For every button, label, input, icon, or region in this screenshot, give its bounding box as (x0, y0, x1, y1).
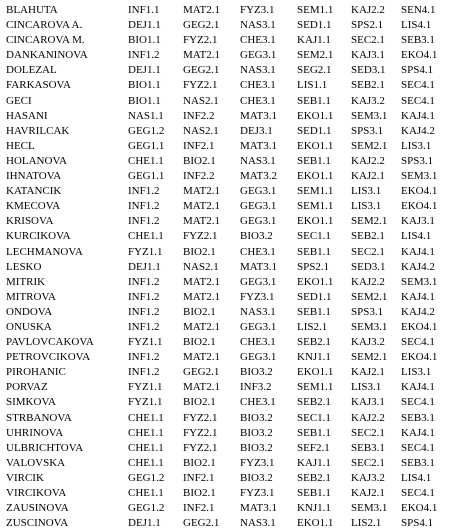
course-3-cell: NAS3.1 (240, 19, 276, 32)
course-2-cell: FYZ2.1 (183, 34, 218, 47)
course-1-cell: CHE1.1 (128, 441, 164, 454)
course-2-cell: MAT2.1 (183, 185, 220, 198)
course-2-cell: NAS2.1 (183, 260, 219, 273)
course-4-cell: SEC1.1 (297, 411, 331, 424)
course-6-cell: EKO4.1 (401, 351, 438, 364)
course-2-cell: BIO2.1 (183, 305, 216, 318)
student-name-cell: PIROHANIC (6, 366, 66, 379)
table-row (0, 426, 452, 441)
course-3-cell: BIO3.2 (240, 471, 273, 484)
table-row (0, 305, 452, 320)
course-2-cell: BIO2.1 (183, 336, 216, 349)
course-2-cell: MAT2.1 (183, 381, 220, 394)
student-name-cell: MITROVA (6, 290, 56, 303)
course-3-cell: GEG3.1 (240, 351, 277, 364)
course-5-cell: KAJ3.1 (351, 49, 385, 62)
course-1-cell: DEJ1.1 (128, 517, 161, 530)
course-3-cell: CHE3.1 (240, 245, 276, 258)
course-4-cell: SEG2.1 (297, 64, 332, 77)
course-6-cell: KAJ3.1 (401, 215, 435, 228)
course-4-cell: KAJ1.1 (297, 456, 331, 469)
course-5-cell: KAJ2.1 (351, 170, 385, 183)
course-4-cell: KNJ1.1 (297, 351, 331, 364)
table-row (0, 154, 452, 169)
course-3-cell: GEG3.1 (240, 200, 277, 213)
course-4-cell: SEB1.1 (297, 245, 331, 258)
course-1-cell: BIO1.1 (128, 34, 161, 47)
course-3-cell: MAT3.1 (240, 109, 277, 122)
course-3-cell: GEG3.1 (240, 215, 277, 228)
course-1-cell: DEJ1.1 (128, 19, 161, 32)
table-row (0, 109, 452, 124)
table-row (0, 48, 452, 63)
table-row (0, 139, 452, 154)
course-6-cell: EKO4.1 (401, 502, 438, 515)
course-2-cell: BIO2.1 (183, 487, 216, 499)
course-3-cell: NAS3.1 (240, 305, 276, 318)
course-3-cell: GEG3.1 (240, 320, 277, 333)
course-5-cell: SED3.1 (351, 64, 386, 77)
course-3-cell: FYZ3.1 (240, 4, 275, 16)
student-name-cell: HECL (6, 139, 35, 152)
table-row (0, 33, 452, 48)
course-6-cell: SEM3.1 (401, 170, 438, 183)
course-6-cell: EKO4.1 (401, 185, 438, 198)
course-5-cell: SED3.1 (351, 260, 386, 273)
course-2-cell: FYZ2.1 (183, 441, 218, 454)
course-6-cell: KAJ4.1 (401, 290, 435, 303)
course-3-cell: CHE3.1 (240, 79, 276, 92)
course-6-cell: SPS4.1 (401, 517, 434, 530)
course-4-cell: SEM1.1 (297, 185, 334, 198)
student-name-cell: PETROVCIKOVA (6, 351, 91, 364)
student-name-cell: HAVRILCAK (6, 124, 70, 137)
course-5-cell: SPS3.1 (351, 305, 384, 318)
course-1-cell: INF1.2 (128, 305, 160, 318)
course-6-cell: KAJ4.1 (401, 245, 435, 258)
course-6-cell: SEM3.1 (401, 275, 438, 288)
course-6-cell: EKO4.1 (401, 200, 438, 213)
course-4-cell: EKO1.1 (297, 109, 334, 122)
course-4-cell: SEM2.1 (297, 49, 334, 62)
course-4-cell: SEB2.1 (297, 396, 331, 409)
course-2-cell: BIO2.1 (183, 456, 216, 469)
course-4-cell: SEC1.1 (297, 230, 331, 243)
table-row (0, 486, 452, 501)
course-3-cell: BIO3.2 (240, 230, 273, 243)
course-2-cell: FYZ2.1 (183, 426, 218, 439)
course-4-cell: SEM1.1 (297, 200, 334, 213)
table-row (0, 260, 452, 275)
course-2-cell: MAT2.1 (183, 215, 220, 228)
course-6-cell: SEC4.1 (401, 79, 435, 92)
course-3-cell: BIO3.2 (240, 441, 273, 454)
course-4-cell: SEB1.1 (297, 94, 331, 107)
course-1-cell: GEG1.1 (128, 170, 165, 183)
course-2-cell: BIO2.1 (183, 396, 216, 409)
course-5-cell: KAJ2.1 (351, 366, 385, 379)
course-5-cell: KAJ2.2 (351, 411, 385, 424)
course-3-cell: INF3.2 (240, 381, 272, 394)
course-4-cell: SPS2.1 (297, 260, 330, 273)
table-row (0, 456, 452, 471)
course-2-cell: MAT2.1 (183, 275, 220, 288)
student-name-cell: ZAUSINOVA (6, 502, 69, 515)
course-6-cell: KAJ4.1 (401, 426, 435, 439)
course-5-cell: SEM3.1 (351, 320, 388, 333)
course-1-cell: INF1.1 (128, 4, 160, 16)
table-row (0, 275, 452, 290)
course-5-cell: SEB3.1 (351, 441, 385, 454)
course-5-cell: KAJ2.2 (351, 154, 385, 167)
course-3-cell: NAS3.1 (240, 64, 276, 77)
table-row (0, 441, 452, 456)
student-name-cell: SIMKOVA (6, 396, 56, 409)
student-name-cell: GECI (6, 94, 32, 107)
course-2-cell: MAT2.1 (183, 351, 220, 364)
course-5-cell: LIS2.1 (351, 517, 382, 530)
course-4-cell: EKO1.1 (297, 215, 334, 228)
table-row (0, 3, 452, 18)
course-4-cell: SEB1.1 (297, 154, 331, 167)
student-name-cell: PAVLOVCAKOVA (6, 336, 94, 349)
course-6-cell: LIS3.1 (401, 139, 432, 152)
course-1-cell: BIO1.1 (128, 94, 161, 107)
student-name-cell: ONUSKA (6, 320, 52, 333)
student-name-cell: DOLEZAL (6, 64, 57, 77)
course-1-cell: GEG1.2 (128, 124, 165, 137)
table-row (0, 501, 452, 516)
student-name-cell: KRISOVA (6, 215, 54, 228)
course-1-cell: INF1.2 (128, 290, 160, 303)
course-4-cell: SED1.1 (297, 19, 332, 32)
course-1-cell: INF1.2 (128, 351, 160, 364)
course-6-cell: SEB3.1 (401, 34, 435, 47)
course-6-cell: SEN4.1 (401, 4, 436, 16)
course-2-cell: FYZ2.1 (183, 411, 218, 424)
course-6-cell: SEC4.1 (401, 336, 435, 349)
course-5-cell: SEM3.1 (351, 109, 388, 122)
course-3-cell: CHE3.1 (240, 396, 276, 409)
table-row (0, 214, 452, 229)
course-4-cell: EKO1.1 (297, 366, 334, 379)
course-2-cell: MAT2.1 (183, 200, 220, 213)
course-3-cell: NAS3.1 (240, 517, 276, 530)
course-4-cell: SEB2.1 (297, 471, 331, 484)
table-row (0, 290, 452, 305)
course-5-cell: KAJ2.2 (351, 275, 385, 288)
course-2-cell: MAT2.1 (183, 49, 220, 62)
course-4-cell: SEB2.1 (297, 336, 331, 349)
course-4-cell: SEF2.1 (297, 441, 330, 454)
course-5-cell: KAJ2.2 (351, 4, 385, 16)
course-5-cell: SEM2.1 (351, 215, 388, 228)
course-5-cell: SEC2.1 (351, 245, 385, 258)
course-2-cell: INF2.2 (183, 109, 215, 122)
course-2-cell: INF2.1 (183, 502, 215, 515)
student-name-cell: ONDOVA (6, 305, 53, 318)
course-1-cell: INF1.2 (128, 275, 160, 288)
student-name-cell: KURCIKOVA (6, 230, 71, 243)
table-row (0, 395, 452, 410)
course-1-cell: GEG1.2 (128, 502, 165, 515)
course-3-cell: MAT3.1 (240, 260, 277, 273)
table-row (0, 245, 452, 260)
student-name-cell: PORVAZ (6, 381, 48, 394)
course-2-cell: INF2.2 (183, 170, 215, 183)
course-6-cell: EKO4.1 (401, 49, 438, 62)
course-1-cell: CHE1.1 (128, 426, 164, 439)
course-1-cell: INF1.2 (128, 320, 160, 333)
course-6-cell: KAJ4.1 (401, 381, 435, 394)
course-1-cell: DEJ1.1 (128, 260, 161, 273)
course-5-cell: SEM2.1 (351, 139, 388, 152)
student-name-cell: FARKASOVA (6, 79, 72, 92)
course-2-cell: MAT2.1 (183, 4, 220, 16)
course-1-cell: FYZ1.1 (128, 245, 163, 258)
course-2-cell: NAS2.1 (183, 124, 219, 137)
course-3-cell: GEG3.1 (240, 185, 277, 198)
course-6-cell: KAJ4.2 (401, 124, 435, 137)
course-1-cell: INF1.2 (128, 185, 160, 198)
table-row (0, 365, 452, 380)
course-2-cell: FYZ2.1 (183, 230, 218, 243)
course-1-cell: CHE1.1 (128, 154, 164, 167)
course-2-cell: GEG2.1 (183, 19, 220, 32)
course-2-cell: FYZ2.1 (183, 79, 218, 92)
table-row (0, 184, 452, 199)
course-4-cell: SED1.1 (297, 124, 332, 137)
course-5-cell: LIS3.1 (351, 381, 382, 394)
course-4-cell: EKO1.1 (297, 517, 334, 530)
course-4-cell: SED1.1 (297, 290, 332, 303)
course-2-cell: INF2.1 (183, 139, 215, 152)
course-6-cell: LIS3.1 (401, 366, 432, 379)
course-4-cell: SEM1.1 (297, 381, 334, 394)
student-name-cell: KATANCIK (6, 185, 62, 198)
course-2-cell: NAS2.1 (183, 94, 219, 107)
course-3-cell: CHE3.1 (240, 34, 276, 47)
table-row (0, 94, 452, 109)
course-4-cell: KAJ1.1 (297, 34, 331, 47)
course-2-cell: BIO2.1 (183, 154, 216, 167)
course-5-cell: KAJ3.2 (351, 336, 385, 349)
table-row (0, 380, 452, 395)
course-6-cell: EKO4.1 (401, 320, 438, 333)
course-5-cell: SEB2.1 (351, 79, 385, 92)
course-6-cell: LIS4.1 (401, 230, 432, 243)
course-5-cell: SPS3.1 (351, 124, 384, 137)
course-3-cell: FYZ3.1 (240, 290, 275, 303)
course-6-cell: KAJ4.2 (401, 305, 435, 318)
course-4-cell: LIS2.1 (297, 320, 328, 333)
table-row (0, 471, 452, 486)
course-6-cell: SEC4.1 (401, 94, 435, 107)
table-row (0, 78, 452, 93)
course-6-cell: SEC4.1 (401, 396, 435, 409)
course-1-cell: FYZ1.1 (128, 381, 163, 394)
course-1-cell: GEG1.2 (128, 471, 165, 484)
student-name-cell: LESKO (6, 260, 42, 273)
table-row (0, 516, 452, 531)
course-4-cell: SEM1.1 (297, 4, 334, 16)
student-name-cell: DANKANINOVA (6, 49, 88, 62)
course-4-cell: LIS1.1 (297, 79, 328, 92)
course-6-cell: KAJ4.1 (401, 109, 435, 122)
course-4-cell: SEB1.1 (297, 487, 331, 499)
course-1-cell: CHE1.1 (128, 487, 164, 499)
course-3-cell: BIO3.2 (240, 411, 273, 424)
course-1-cell: FYZ1.1 (128, 336, 163, 349)
course-5-cell: SEB2.1 (351, 230, 385, 243)
course-3-cell: BIO3.2 (240, 426, 273, 439)
course-1-cell: GEG1.1 (128, 139, 165, 152)
course-2-cell: GEG2.1 (183, 517, 220, 530)
course-6-cell: SEC4.1 (401, 441, 435, 454)
course-5-cell: SEM2.1 (351, 290, 388, 303)
course-4-cell: EKO1.1 (297, 139, 334, 152)
course-3-cell: FYZ3.1 (240, 487, 275, 499)
course-1-cell: CHE1.1 (128, 456, 164, 469)
course-5-cell: KAJ2.1 (351, 487, 385, 499)
course-3-cell: MAT3.1 (240, 139, 277, 152)
course-1-cell: DEJ1.1 (128, 64, 161, 77)
course-3-cell: CHE3.1 (240, 94, 276, 107)
course-2-cell: GEG2.1 (183, 64, 220, 77)
course-4-cell: SEB1.1 (297, 305, 331, 318)
course-5-cell: LIS3.1 (351, 185, 382, 198)
student-name-cell: MITRIK (6, 275, 46, 288)
student-name-cell: KMECOVA (6, 200, 61, 213)
table-row (0, 411, 452, 426)
course-6-cell: SPS4.1 (401, 64, 434, 77)
student-name-cell: IHNATOVA (6, 170, 62, 183)
course-5-cell: KAJ3.2 (351, 471, 385, 484)
student-name-cell: VIRCIKOVA (6, 487, 67, 499)
course-1-cell: CHE1.1 (128, 230, 164, 243)
course-5-cell: SEC2.1 (351, 456, 385, 469)
student-name-cell: ULBRICHTOVA (6, 441, 84, 454)
student-name-cell: HOLANOVA (6, 154, 67, 167)
course-2-cell: GEG2.1 (183, 366, 220, 379)
course-1-cell: INF1.2 (128, 215, 160, 228)
course-5-cell: SEC2.1 (351, 426, 385, 439)
course-6-cell: SPS3.1 (401, 154, 434, 167)
course-3-cell: MAT3.1 (240, 502, 277, 515)
table-row (0, 350, 452, 365)
course-6-cell: KAJ4.2 (401, 260, 435, 273)
course-3-cell: FYZ3.1 (240, 456, 275, 469)
course-2-cell: MAT2.1 (183, 320, 220, 333)
table-row (0, 199, 452, 214)
student-name-cell: HASANI (6, 109, 48, 122)
course-5-cell: LIS3.1 (351, 200, 382, 213)
course-1-cell: NAS1.1 (128, 109, 164, 122)
table-row (0, 124, 452, 139)
course-6-cell: LIS4.1 (401, 471, 432, 484)
course-4-cell: KNJ1.1 (297, 502, 331, 515)
course-3-cell: DEJ3.1 (240, 124, 273, 137)
table-row (0, 335, 452, 350)
course-5-cell: SPS2.1 (351, 19, 384, 32)
table-row (0, 320, 452, 335)
course-6-cell: SEB3.1 (401, 456, 435, 469)
course-4-cell: EKO1.1 (297, 275, 334, 288)
course-4-cell: EKO1.1 (297, 170, 334, 183)
student-name-cell: VALOVSKA (6, 456, 66, 469)
student-name-cell: STRBANOVA (6, 411, 72, 424)
course-1-cell: CHE1.1 (128, 411, 164, 424)
course-3-cell: NAS3.1 (240, 154, 276, 167)
table-row (0, 229, 452, 244)
course-1-cell: INF1.2 (128, 49, 160, 62)
student-name-cell: ZUSCINOVA (6, 517, 69, 530)
table-row (0, 63, 452, 78)
course-3-cell: GEG3.1 (240, 275, 277, 288)
course-5-cell: SEM3.1 (351, 502, 388, 515)
course-3-cell: CHE3.1 (240, 336, 276, 349)
course-1-cell: BIO1.1 (128, 79, 161, 92)
course-5-cell: SEM2.1 (351, 351, 388, 364)
table-row (0, 169, 452, 184)
course-1-cell: INF1.2 (128, 200, 160, 213)
course-6-cell: LIS4.1 (401, 19, 432, 32)
course-4-cell: SEB1.1 (297, 426, 331, 439)
table-row (0, 18, 452, 33)
student-name-cell: UHRINOVA (6, 426, 64, 439)
student-name-cell: CINCAROVA M. (6, 34, 85, 47)
course-5-cell: KAJ3.1 (351, 396, 385, 409)
course-3-cell: BIO3.2 (240, 366, 273, 379)
course-3-cell: MAT3.2 (240, 170, 277, 183)
course-6-cell: SEB3.1 (401, 411, 435, 424)
course-2-cell: MAT2.1 (183, 290, 220, 303)
student-name-cell: LECHMANOVA (6, 245, 83, 258)
student-name-cell: VIRCIK (6, 471, 44, 484)
course-6-cell: SEC4.1 (401, 487, 435, 499)
student-name-cell: BLAHUTA (6, 4, 58, 16)
student-name-cell: CINCAROVA A. (6, 19, 83, 32)
course-1-cell: FYZ1.1 (128, 396, 163, 409)
course-1-cell: INF1.2 (128, 366, 160, 379)
course-5-cell: SEC2.1 (351, 34, 385, 47)
course-3-cell: GEG3.1 (240, 49, 277, 62)
course-5-cell: KAJ3.2 (351, 94, 385, 107)
course-2-cell: BIO2.1 (183, 245, 216, 258)
course-2-cell: INF2.1 (183, 471, 215, 484)
